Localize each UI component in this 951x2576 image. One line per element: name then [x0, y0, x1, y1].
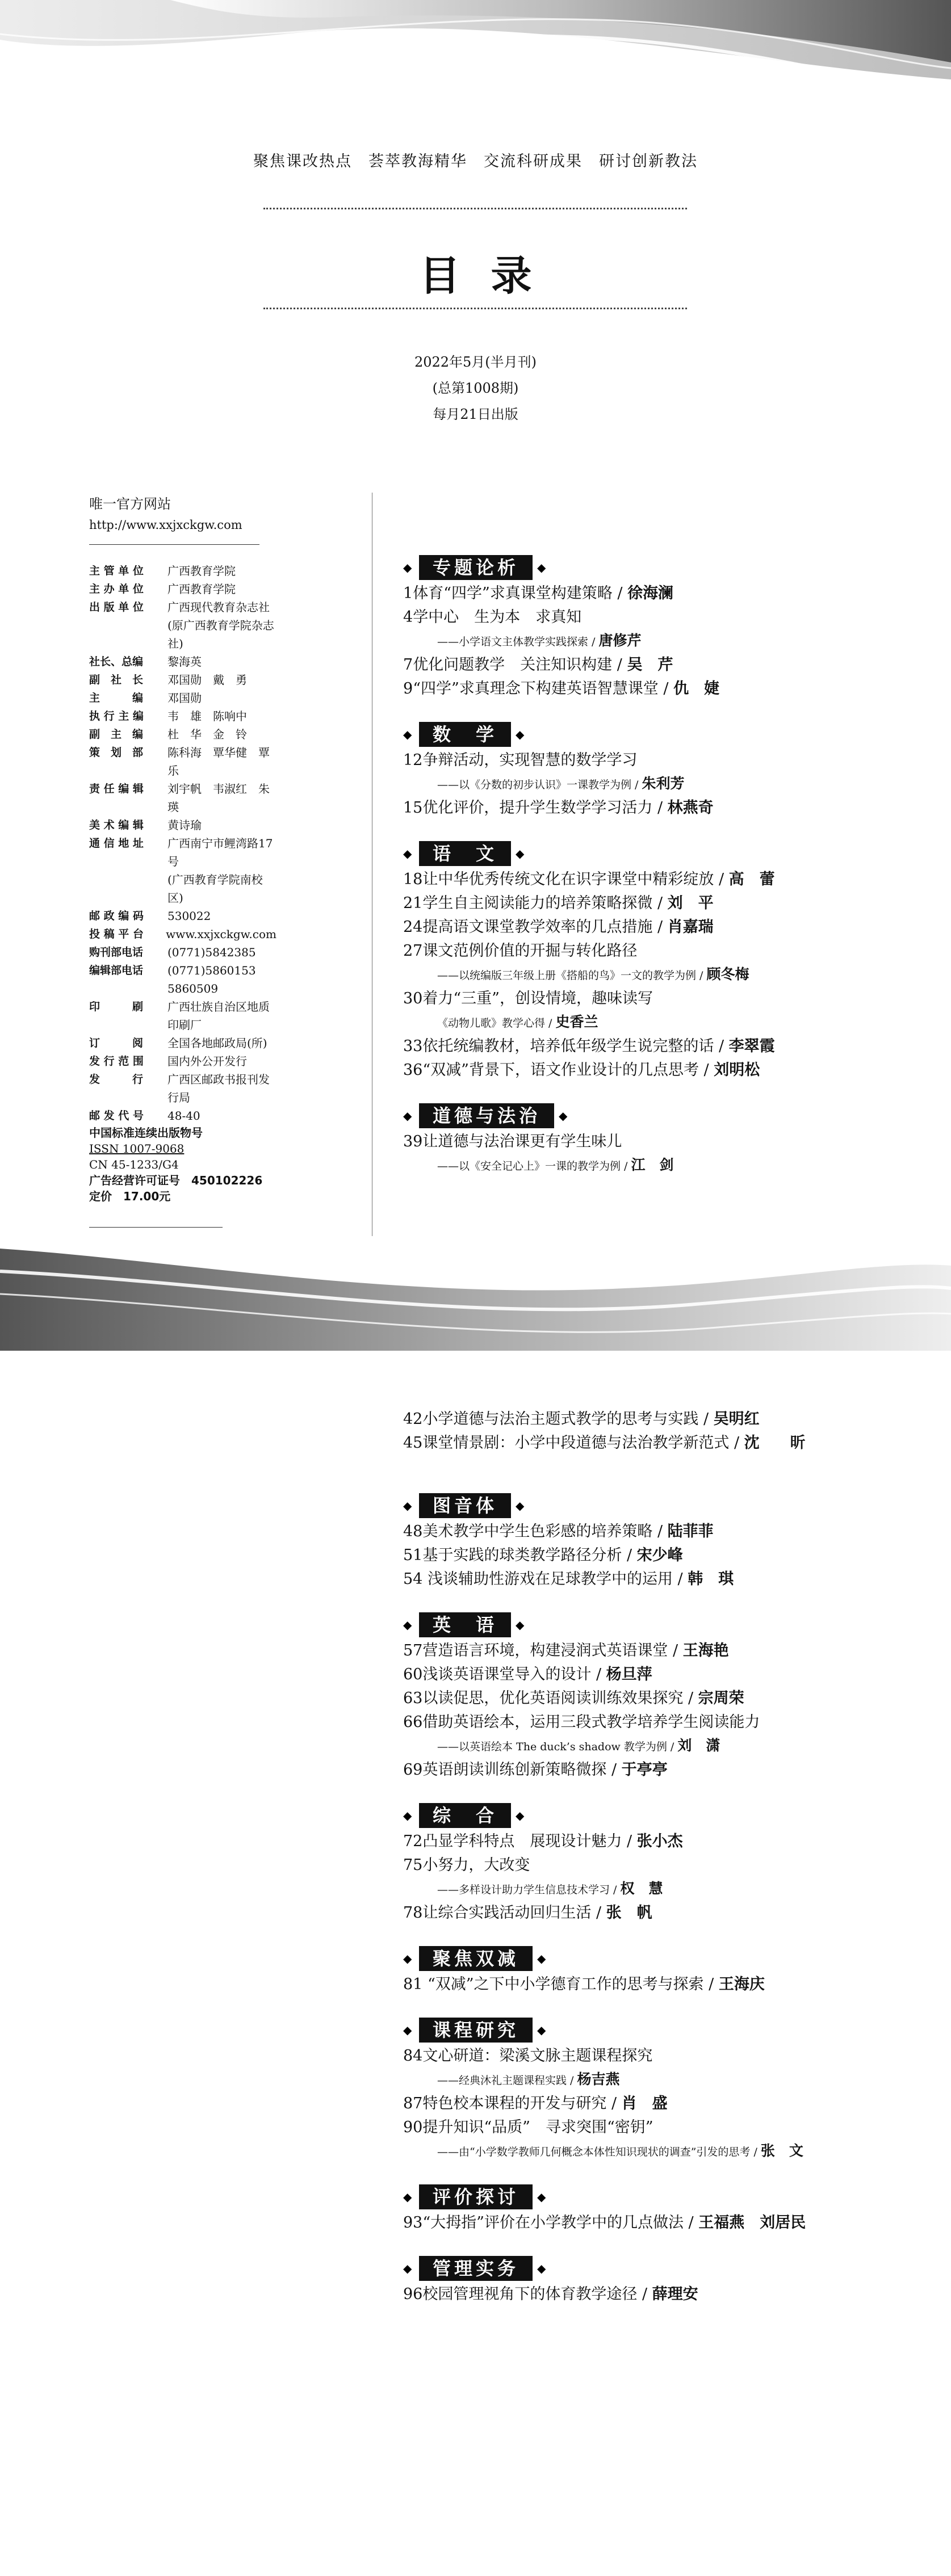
author-name: 肖嘉瑞 [667, 918, 714, 936]
page-number: 42 [403, 1410, 423, 1428]
cn-number: CN 45-1233/G4 [89, 1158, 179, 1171]
toc-entry[interactable]: 1体育“四学”求真课堂构建策略 / 徐海澜 [403, 585, 674, 602]
page-number: 72 [403, 1833, 423, 1850]
page-number: 66 [403, 1713, 423, 1731]
masthead-row [89, 961, 276, 998]
masthead-row [89, 925, 276, 943]
article-title: 文心研道：梁溪文脉主题课程探究 [422, 2047, 653, 2065]
page-number: 75 [403, 1856, 423, 1874]
toc-entry[interactable]: 33依托统编教材，培养低年级学生说完整的话 / 李翠霞 [403, 1037, 775, 1055]
toc-entry[interactable]: 72凸显学科特点 展现设计魅力 / 张小杰 [403, 1833, 683, 1850]
author-name: 张 帆 [606, 1904, 652, 1922]
toc-subtitle[interactable]: ——以统编版三年级上册《搭船的鸟》一文的教学为例 / 顾冬梅 [437, 966, 749, 982]
masthead-row [89, 943, 276, 961]
diamond-icon: ◆ [403, 847, 412, 860]
issue-total-number: (总第1008期) [432, 380, 519, 396]
masthead-row [89, 580, 276, 598]
toc-entry[interactable] [403, 2044, 903, 2068]
author-name: 权 慧 [620, 1880, 663, 1897]
toc-entry[interactable] [403, 1130, 903, 1154]
diamond-icon: ◆ [537, 2262, 546, 2275]
toc-entry[interactable] [403, 939, 903, 963]
author-name: 刘明松 [714, 1061, 760, 1079]
author-name: 肖 盛 [621, 2095, 668, 2112]
masthead-key: 编辑部电话 [89, 964, 144, 977]
subtitle-text: ——经典沐礼主题课程实践 [437, 2074, 567, 2087]
article-title: “双减”之下中小学德育工作的思考与探索 [422, 1976, 704, 1993]
author-name: 张 文 [760, 2142, 803, 2159]
section-gap [403, 1782, 903, 1801]
masthead-key: 发 行 范 围 [89, 1055, 144, 1068]
masthead-key: 通 信 地 址 [89, 837, 144, 850]
toc-entry[interactable]: 63以读促思，优化英语阅读训练效果探究 / 宗周荣 [403, 1690, 744, 1707]
masthead-row [89, 671, 276, 689]
toc-subtitle[interactable]: ——以英语绘本 The duck’s shadow 教学为例 / 刘 潇 [437, 1737, 720, 1754]
article-title: 课堂情景剧：小学中段道德与法治教学新范式 [422, 1434, 730, 1452]
section-label: 数 学 [419, 722, 511, 747]
article-title: 小学道德与法治主题式教学的思考与实践 [422, 1410, 699, 1428]
toc-entry[interactable]: 45课堂情景剧：小学中段道德与法治教学新范式 / 沈 昕 [403, 1434, 806, 1452]
masthead-row [89, 743, 281, 780]
author-name: 高 蕾 [728, 871, 775, 888]
author-name: 刘 潇 [677, 1737, 720, 1754]
page-number: 90 [403, 2119, 423, 2136]
toc-entry[interactable] [403, 1711, 903, 1734]
masthead-key: 主 管 单 位 [89, 565, 144, 577]
diamond-icon: ◆ [403, 561, 412, 574]
author-name: 张小杰 [636, 1833, 683, 1850]
article-title: 美术教学中学生色彩感的培养策略 [422, 1523, 653, 1540]
diamond-icon: ◆ [403, 1109, 412, 1123]
masthead-row [89, 653, 276, 671]
subtitle-text: 《动物儿歌》教学心得 [437, 1017, 546, 1029]
author-name: 林燕奇 [667, 799, 714, 817]
masthead-key: 美 术 编 辑 [89, 819, 144, 831]
diamond-icon: ◆ [537, 2023, 546, 2037]
dotted-divider [263, 208, 687, 209]
page-number: 9 [403, 680, 413, 697]
section-label: 聚焦双减 [419, 1946, 533, 1971]
masthead-value: 广西南宁市鲤湾路17号 [167, 837, 273, 868]
masthead-value: 黎海英 [167, 655, 202, 669]
article-title: 营造语言环境，构建浸润式英语课堂 [422, 1642, 668, 1659]
diamond-icon: ◆ [516, 1499, 525, 1512]
masthead-row [89, 1070, 276, 1107]
masthead-value: 全国各地邮政局(所) [167, 1036, 267, 1050]
section-gap [403, 2163, 903, 2183]
diamond-icon: ◆ [537, 561, 546, 574]
page-number: 78 [403, 1904, 423, 1922]
author-name: 陆菲菲 [667, 1523, 714, 1540]
diamond-icon: ◆ [516, 847, 525, 860]
masthead-key [89, 616, 167, 653]
author-name: 杨旦萍 [606, 1666, 652, 1683]
toc-entry[interactable]: 18让中华优秀传统文化在识字课堂中精彩绽放 / 高 蕾 [403, 871, 775, 888]
article-title: 依托统编教材，培养低年级学生说完整的话 [422, 1037, 714, 1055]
section-header [403, 1491, 903, 1520]
subtitle-text: ——小学语文主体教学实践探索 [437, 636, 589, 648]
article-title: 提升知识“品质” 寻求突围“密钥” [422, 2119, 653, 2136]
author-name: 于亭亭 [621, 1761, 668, 1779]
page-number: 81 [403, 1976, 423, 1993]
toc-entry[interactable]: 9“四学”求真理念下构建英语智慧课堂 / 仇 婕 [403, 680, 720, 697]
issue-publish-day: 每月21日出版 [433, 406, 518, 422]
masthead-value: 国内外公开发行 [167, 1054, 247, 1068]
toc-list-page-2 [403, 1491, 903, 2306]
section-gap [403, 1925, 903, 1944]
masthead-key: 副 主 编 [89, 728, 144, 741]
author-name: 王福燕 刘居民 [698, 2214, 806, 2232]
diamond-icon: ◆ [403, 1952, 412, 1965]
article-title: “双减”背景下，语文作业设计的几点思考 [422, 1061, 699, 1079]
section-header [403, 2254, 903, 2283]
masthead-value: 广西区邮政书报刊发行局 [167, 1073, 270, 1104]
author-name: 薛理安 [652, 2285, 698, 2303]
masthead-bottom-divider [89, 1227, 223, 1228]
masthead-row [89, 834, 276, 871]
article-title: 校园管理视角下的体育教学途径 [422, 2285, 638, 2303]
page-number: 33 [403, 1037, 423, 1055]
masthead-value: 刘宇帆 韦淑红 朱 瑛 [167, 782, 281, 814]
official-site-url[interactable]: http://www.xxjxckgw.com [89, 518, 242, 532]
toc-entry[interactable]: 51基于实践的球类教学路径分析 / 宋少峰 [403, 1547, 683, 1564]
issue-date: 2022年5月(半月刊) [414, 354, 537, 370]
subtitle-text: ——以《分数的初步认识》一课教学为例 [437, 779, 632, 791]
masthead [89, 493, 281, 1228]
bottom-wave-decoration [0, 1249, 951, 1351]
subtitle-text: ——以《安全记心上》一课的教学为例 [437, 1160, 621, 1173]
masthead-row [89, 1052, 276, 1070]
masthead-row [89, 616, 276, 653]
toc-entry[interactable]: 87特色校本课程的开发与研究 / 肖 盛 [403, 2095, 668, 2112]
price: 定价 17.00元 [89, 1190, 171, 1203]
article-title: 让中华优秀传统文化在识字课堂中精彩绽放 [422, 871, 714, 888]
diamond-icon: ◆ [516, 1809, 525, 1822]
article-title: 争辩活动，实现智慧的数学学习 [422, 751, 638, 769]
masthead-value: 广西教育学院 [167, 582, 236, 596]
page-number: 39 [403, 1133, 423, 1150]
article-title: 着力“三重”，创设情境，趣味读写 [422, 990, 653, 1007]
section-label: 评价探讨 [419, 2184, 533, 2209]
masthead-row [89, 725, 276, 743]
toc-subtitle[interactable]: ——由“小学数学教师几何概念本体性知识现状的调查”引发的思考 / 张 文 [437, 2142, 803, 2159]
toc-subtitle[interactable]: ——以《分数的初步认识》一课教学为例 / 朱利芳 [437, 775, 685, 792]
author-name: 李翠霞 [728, 1037, 775, 1055]
masthead-key: 执 行 主 编 [89, 710, 144, 722]
toc-entry[interactable] [403, 606, 903, 629]
masthead-key: 发 行 [89, 1073, 144, 1086]
dotted-divider [263, 308, 687, 309]
masthead-key: 副 社 长 [89, 674, 144, 686]
masthead-value: (0771)5860153 5860509 [167, 964, 267, 995]
section-gap [403, 1591, 903, 1611]
issn-number: ISSN 1007-9068 [89, 1142, 185, 1155]
toc-entry[interactable]: 69英语朗读训练创新策略微探 / 于亭亭 [403, 1761, 668, 1779]
author-name: 唐修芹 [598, 632, 642, 649]
toc-page-2 [0, 1351, 951, 2576]
author-name: 杨吉燕 [577, 2071, 620, 2087]
masthead-key: 社长、总编 [89, 655, 144, 668]
diamond-icon: ◆ [403, 1618, 412, 1632]
masthead-row [89, 707, 276, 725]
section-header [403, 839, 903, 868]
diamond-icon: ◆ [403, 1499, 412, 1512]
masthead-key: 主 办 单 位 [89, 583, 144, 595]
section-label: 语 文 [419, 841, 511, 866]
masthead-value: 广西教育学院 [167, 564, 236, 578]
author-name: 宋少峰 [636, 1547, 683, 1564]
slogan: 聚焦课改热点 荟萃教海精华 交流科研成果 研讨创新教法 [253, 153, 698, 170]
toc-subtitle[interactable]: ——以《安全记心上》一课的教学为例 / 江 剑 [437, 1157, 674, 1173]
page-number: 93 [403, 2214, 423, 2232]
diamond-icon: ◆ [537, 2190, 546, 2204]
author-name: 王海艳 [682, 1642, 729, 1659]
section-header [403, 1944, 903, 1973]
section-label: 综 合 [419, 1803, 511, 1828]
page-number: 96 [403, 2285, 423, 2303]
diamond-icon: ◆ [403, 2262, 412, 2275]
masthead-value: 韦 雄 陈响中 [167, 709, 247, 723]
toc-entry[interactable] [403, 1854, 903, 1877]
masthead-value: 黄诗瑜 [167, 818, 202, 832]
masthead-value: www.xxjxckgw.com [166, 927, 276, 941]
page-number: 57 [403, 1642, 423, 1659]
toc-entry[interactable]: 93“大拇指”评价在小学教学中的几点做法 / 王福燕 刘居民 [403, 2214, 806, 2232]
article-title: “四学”求真理念下构建英语智慧课堂 [413, 680, 659, 697]
toc-entry[interactable]: 78让综合实践活动回归生活 / 张 帆 [403, 1904, 652, 1922]
diamond-icon: ◆ [516, 728, 525, 741]
masthead-value: 530022 [167, 909, 211, 923]
masthead-key: 主 编 [89, 692, 144, 704]
article-title: 课文范例价值的开掘与转化路径 [422, 942, 638, 960]
section-header [403, 1801, 903, 1830]
toc-entry[interactable] [403, 2116, 903, 2140]
section-header [403, 553, 903, 582]
page-number: 4 [403, 608, 413, 626]
masthead-key: 邮 发 代 号 [89, 1110, 144, 1122]
section-label: 道德与法治 [419, 1103, 554, 1128]
subtitle-text: ——由“小学数学教师几何概念本体性知识现状的调查”引发的思考 [437, 2146, 751, 2158]
subtitle-text: ——多样设计助力学生信息技术学习 [437, 1884, 610, 1896]
article-title: 优化评价，提升学生数学学习活力 [422, 799, 653, 817]
diamond-icon: ◆ [559, 1109, 568, 1123]
masthead-value: 48-40 [167, 1109, 200, 1123]
author-name: 刘 平 [667, 894, 714, 912]
author-name: 朱利芳 [642, 775, 685, 792]
toc-entry[interactable]: 60浅谈英语课堂导入的设计 / 杨旦萍 [403, 1666, 652, 1683]
page-number: 12 [403, 751, 423, 769]
author-name: 宗周荣 [698, 1690, 744, 1707]
article-title: 学中心 生为本 求真知 [413, 608, 582, 626]
masthead-key: 购刊部电话 [89, 946, 144, 959]
author-name: 王海庆 [718, 1976, 765, 1993]
section-label: 英 语 [419, 1612, 511, 1637]
section-gap [403, 1082, 903, 1102]
section-header [403, 2183, 903, 2211]
page-number: 21 [403, 894, 423, 912]
diamond-icon: ◆ [403, 2023, 412, 2037]
masthead-value: (广西教育学院南校区) [167, 873, 263, 905]
masthead-row [89, 598, 276, 616]
article-title: 借助英语绘本，运用三段式教学培养学生阅读能力 [422, 1713, 760, 1731]
toc-list-page-1 [403, 553, 903, 1178]
toc-entry[interactable] [403, 749, 903, 772]
masthead-value: 杜 华 金 铃 [167, 728, 247, 741]
masthead-row [89, 816, 276, 834]
article-title: 特色校本课程的开发与研究 [422, 2095, 607, 2112]
ad-license: 广告经营许可证号 450102226 [89, 1174, 263, 1187]
masthead-key: 投 稿 平 台 [89, 928, 144, 940]
page-number: 24 [403, 918, 423, 936]
page-number: 51 [403, 1547, 423, 1564]
masthead-row [89, 1034, 276, 1052]
author-name: 韩 琪 [688, 1570, 734, 1588]
toc-subtitle[interactable]: ——小学语文主体教学实践探索 / 唐修芹 [437, 632, 642, 649]
author-name: 江 剑 [631, 1157, 674, 1173]
article-title: 以读促思，优化英语阅读训练效果探究 [422, 1690, 684, 1707]
masthead-value: 陈科海 覃华健 覃 乐 [167, 746, 281, 778]
masthead-row [89, 871, 276, 907]
official-site-label: 唯一官方网站 [89, 496, 171, 512]
serial-label: 中国标准连续出版物号 [89, 1126, 203, 1140]
section-label: 专题论析 [419, 555, 533, 580]
masthead-rows [89, 562, 281, 1125]
page-number: 18 [403, 871, 423, 888]
masthead-row [89, 562, 276, 580]
diamond-icon: ◆ [516, 1618, 525, 1632]
masthead-divider [89, 544, 259, 545]
toc-subtitle[interactable]: ——经典沐礼主题课程实践 / 杨吉燕 [437, 2071, 620, 2087]
page-number: 84 [403, 2047, 423, 2065]
article-title: 小努力，大改变 [422, 1856, 530, 1874]
page-number: 15 [403, 799, 423, 817]
author-name: 吴 芹 [627, 656, 673, 674]
toc-subtitle[interactable]: ——多样设计助力学生信息技术学习 / 权 慧 [437, 1880, 663, 1897]
toc-entry[interactable]: 15优化评价，提升学生数学学习活力 / 林燕奇 [403, 799, 714, 817]
masthead-key: 出 版 单 位 [89, 601, 144, 613]
toc-entry[interactable]: 48美术教学中学生色彩感的培养策略 / 陆菲菲 [403, 1523, 714, 1540]
section-header [403, 720, 903, 749]
masthead-value: (0771)5842385 [167, 945, 256, 959]
article-title: 英语朗读训练创新策略微探 [422, 1761, 607, 1779]
section-label: 管理实务 [419, 2256, 533, 2281]
toc-entry[interactable]: 96校园管理视角下的体育教学途径 / 薛理安 [403, 2285, 698, 2303]
author-name: 顾冬梅 [706, 966, 749, 982]
author-name: 史香兰 [555, 1014, 598, 1030]
section-label: 课程研究 [419, 2018, 533, 2043]
masthead-key: 印 刷 [89, 1001, 144, 1013]
masthead-row [89, 998, 276, 1034]
page-number: 48 [403, 1523, 423, 1540]
article-title: 凸显学科特点 展现设计魅力 [422, 1833, 622, 1850]
diamond-icon: ◆ [403, 1809, 412, 1822]
masthead-key: 策 划 部 [89, 746, 144, 759]
subtitle-text: ——以英语绘本 The duck’s shadow 教学为例 [437, 1741, 667, 1753]
toc-entry[interactable]: 24提高语文课堂教学效率的几点措施 / 肖嘉瑞 [403, 918, 714, 936]
toc-entry[interactable] [403, 987, 903, 1011]
toc-entry[interactable]: 57营造语言环境，构建浸润式英语课堂 / 王海艳 [403, 1642, 729, 1659]
toc-entry[interactable]: 21学生自主阅读能力的培养策略探微 / 刘 平 [403, 894, 714, 912]
section-label: 图音体 [419, 1493, 511, 1518]
article-title: 学生自主阅读能力的培养策略探微 [422, 894, 653, 912]
masthead-row [89, 1107, 276, 1125]
page-number: 7 [403, 656, 413, 674]
masthead-row [89, 907, 276, 925]
toc-continued-entries [403, 1407, 903, 1455]
masthead-key [89, 871, 167, 907]
toc-entry[interactable]: 81 “双减”之下中小学德育工作的思考与探索 / 王海庆 [403, 1976, 765, 1993]
article-title: 提高语文课堂教学效率的几点措施 [422, 918, 653, 936]
article-title: 浅谈英语课堂导入的设计 [422, 1666, 592, 1683]
page-number: 63 [403, 1690, 423, 1707]
section-header [403, 2016, 903, 2044]
article-title: 基于实践的球类教学路径分析 [422, 1547, 622, 1564]
toc-entry[interactable]: 42小学道德与法治主题式教学的思考与实践 / 吴明红 [403, 1410, 760, 1428]
diamond-icon: ◆ [403, 728, 412, 741]
section-gap [403, 2235, 903, 2254]
toc-entry[interactable]: 54 浅谈辅助性游戏在足球教学中的运用 / 韩 琪 [403, 1570, 734, 1588]
diamond-icon: ◆ [537, 1952, 546, 1965]
author-name: 沈 昕 [744, 1434, 806, 1452]
masthead-value: 广西壮族自治区地质印刷厂 [167, 1000, 270, 1032]
author-name: 仇 婕 [673, 680, 720, 697]
page-number: 1 [403, 585, 413, 602]
toc-subtitle[interactable]: 《动物儿歌》教学心得 / 史香兰 [437, 1014, 598, 1030]
author-name: 徐海澜 [627, 585, 674, 602]
section-gap [403, 820, 903, 839]
article-title: 体育“四学”求真课堂构建策略 [413, 585, 613, 602]
subtitle-text: ——以统编版三年级上册《搭船的鸟》一文的教学为例 [437, 969, 697, 982]
top-wave-decoration [0, 0, 951, 114]
page-number: 60 [403, 1666, 423, 1683]
masthead-value: 广西现代教育杂志社 [167, 600, 270, 614]
toc-entry[interactable]: 7优化问题教学 关注知识构建 / 吴 芹 [403, 656, 673, 674]
masthead-key: 邮 政 编 码 [89, 910, 144, 922]
page-number: 87 [403, 2095, 423, 2112]
page-number: 30 [403, 990, 423, 1007]
section-gap [403, 1997, 903, 2016]
page-number: 69 [403, 1761, 423, 1779]
section-header [403, 1611, 903, 1639]
diamond-icon: ◆ [403, 2190, 412, 2204]
masthead-value: (原广西教育学院杂志社) [167, 619, 274, 650]
masthead-row [89, 780, 281, 816]
article-title: 优化问题教学 关注知识构建 [413, 656, 613, 674]
masthead-key: 订 阅 [89, 1037, 144, 1049]
masthead-row [89, 689, 276, 707]
section-gap [403, 701, 903, 720]
page-number: 36 [403, 1061, 423, 1079]
author-name: 吴明红 [713, 1410, 760, 1428]
article-title: 让综合实践活动回归生活 [422, 1904, 592, 1922]
page-number: 45 [403, 1434, 423, 1452]
masthead-key: 责 任 编 辑 [89, 783, 144, 795]
section-header [403, 1102, 903, 1130]
article-title: 让道德与法治课更有学生味儿 [422, 1133, 622, 1150]
page-number: 27 [403, 942, 423, 960]
article-title: “大拇指”评价在小学教学中的几点做法 [422, 2214, 684, 2232]
masthead-value: 邓国勋 [167, 691, 202, 705]
page-title: 目录 [419, 252, 563, 300]
page-number: 54 [403, 1570, 423, 1588]
article-title: 浅谈辅助性游戏在足球教学中的运用 [422, 1570, 673, 1588]
toc-entry[interactable]: 36“双减”背景下，语文作业设计的几点思考 / 刘明松 [403, 1061, 760, 1079]
masthead-value: 邓国勋 戴 勇 [167, 673, 247, 687]
